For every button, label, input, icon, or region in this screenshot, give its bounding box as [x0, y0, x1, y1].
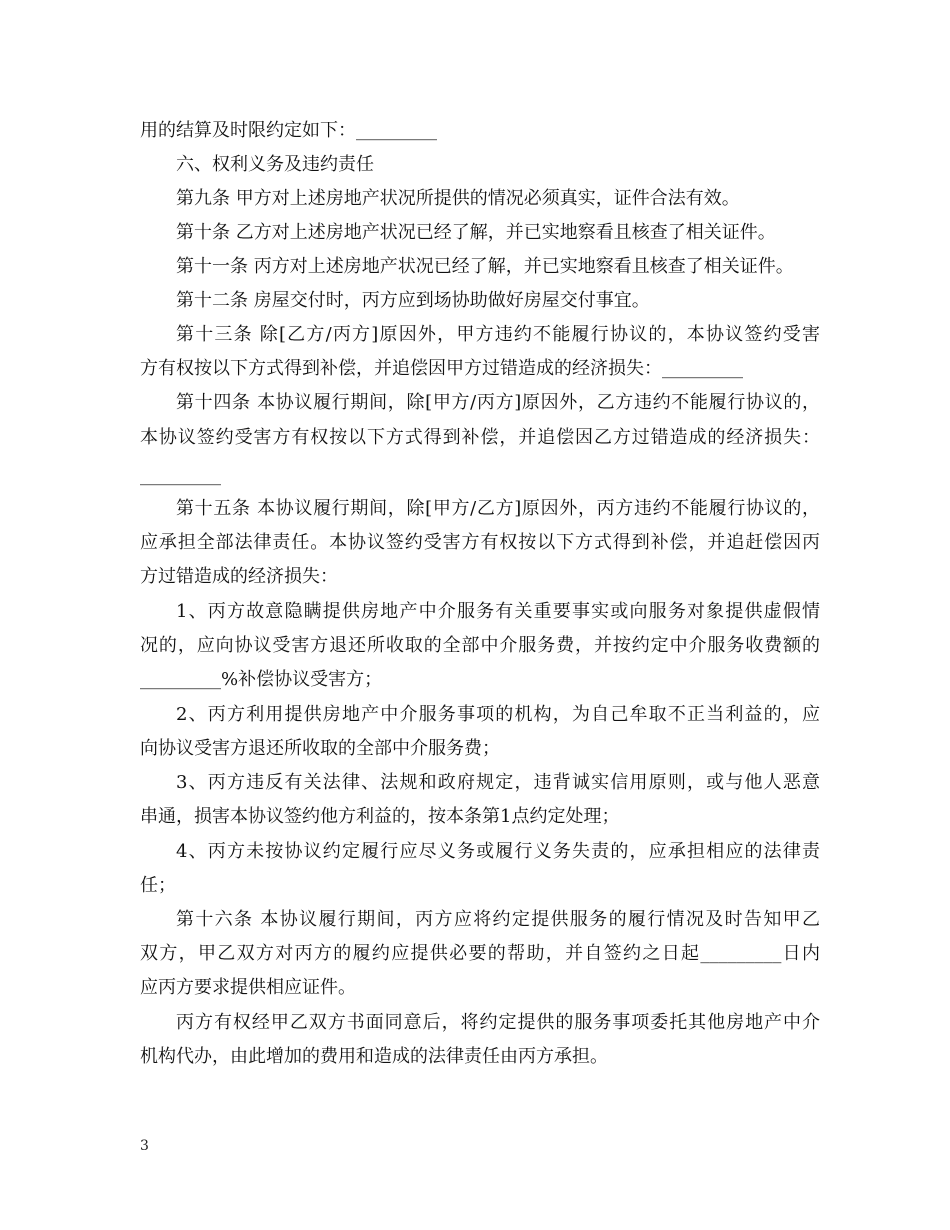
text-line: 用的结算及时限约定如下：_________: [140, 120, 437, 141]
article-9: 第九条 甲方对上述房地产状况所提供的情况必须真实，证件合法有效。: [176, 188, 740, 209]
article-15-line-1: 第十五条 本协议履行期间，除[甲方/乙方]原因外，丙方违约不能履行协议的，: [176, 498, 820, 519]
article-14-line-1: 第十四条 本协议履行期间，除[甲方/丙方]原因外，乙方违约不能履行协议的，: [176, 392, 820, 413]
article-16-line-1: 第十六条 本协议履行期间，丙方应将约定提供服务的履行情况及时告知甲乙: [176, 909, 820, 930]
article-15-line-3: 方过错造成的经济损失：: [140, 566, 338, 587]
clause-4-line-1: 4、丙方未按协议约定履行应尽义务或履行义务失责的，应承担相应的法律责: [176, 841, 820, 862]
final-paragraph-line-2: 机构代办，由此增加的费用和造成的法律责任由丙方承担。: [140, 1046, 608, 1067]
article-11: 第十一条 丙方对上述房地产状况已经了解，并已实地察看且核查了相关证件。: [176, 256, 794, 277]
final-paragraph-line-1: 丙方有权经甲乙双方书面同意后，将约定提供的服务事项委托其他房地产中介: [176, 1012, 820, 1033]
clause-1-line-2: 况的，应向协议受害方退还所收取的全部中介服务费，并按约定中介服务收费额的: [140, 635, 820, 656]
clause-3-line-2: 串通，损害本协议签约他方利益的，按本条第1点约定处理；: [140, 806, 620, 827]
article-14-line-2: 本协议签约受害方有权按以下方式得到补偿，并追偿因乙方过错造成的经济损失：: [140, 427, 820, 448]
page-number: 3: [140, 1138, 149, 1154]
article-13-line-1: 第十三条 除[乙方/丙方]原因外，甲方违约不能履行协议的，本协议签约受害: [176, 324, 820, 345]
article-12: 第十二条 房屋交付时，丙方应到场协助做好房屋交付事宜。: [176, 290, 650, 311]
article-16-line-3: 应丙方要求提供相应证件。: [140, 977, 356, 998]
article-15-line-2: 应承担全部法律责任。本协议签约受害方有权按以下方式得到补偿，并追赶偿因丙: [140, 532, 820, 553]
clause-4-line-2: 任；: [140, 875, 176, 896]
clause-3-line-1: 3、丙方违反有关法律、法规和政府规定，违背诚实信用原则，或与他人恶意: [176, 772, 820, 793]
article-13-line-2: 方有权按以下方式得到补偿，并追偿因甲方过错造成的经济损失：_________: [140, 358, 743, 379]
article-16-line-2: 双方，甲乙双方对丙方的履约应提供必要的帮助，并自签约之日起_________日内: [140, 943, 820, 964]
clause-2-line-1: 2、丙方利用提供房地产中介服务事项的机构，为自己牟取不正当利益的，应: [176, 704, 820, 725]
clause-2-line-2: 向协议受害方退还所收取的全部中介服务费；: [140, 738, 500, 759]
article-14-blank: _________: [140, 465, 221, 486]
clause-1-line-3: _________%补偿协议受害方；: [140, 669, 383, 690]
clause-1-line-1: 1、丙方故意隐瞒提供房地产中介服务有关重要事实或向服务对象提供虚假情: [176, 601, 820, 622]
article-10: 第十条 乙方对上述房地产状况已经了解，并已实地察看且核查了相关证件。: [176, 222, 776, 243]
section-heading: 六、权利义务及违约责任: [176, 154, 374, 175]
